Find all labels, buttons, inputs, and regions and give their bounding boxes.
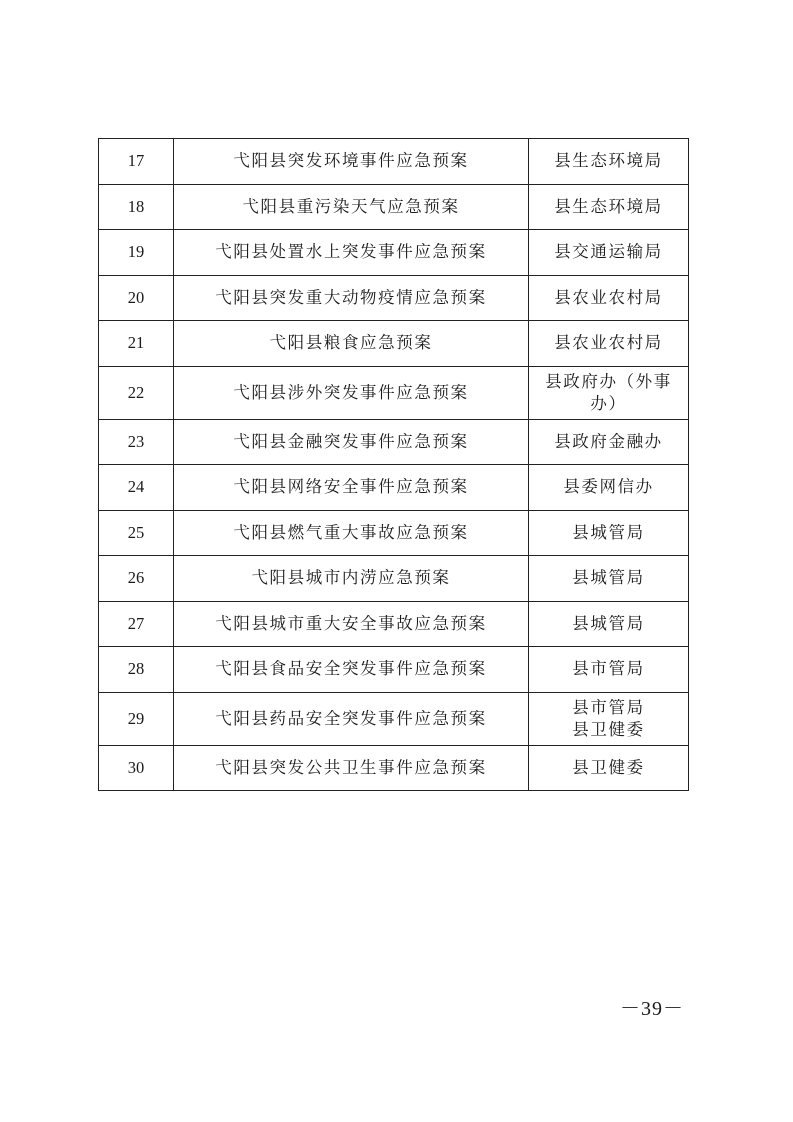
plan-name: 弋阳县食品安全突发事件应急预案 xyxy=(174,647,529,693)
table-row xyxy=(99,275,689,321)
responsible-department xyxy=(529,139,689,185)
plan-name: 弋阳县城市重大安全事故应急预案 xyxy=(174,601,529,647)
department-line: 县城管局 xyxy=(572,613,645,633)
table-row xyxy=(99,139,689,185)
responsible-department xyxy=(529,647,689,693)
responsible-department xyxy=(529,745,689,791)
plan-name: 弋阳县粮食应急预案 xyxy=(174,321,529,367)
table-row xyxy=(99,745,689,791)
plan-name: 弋阳县突发环境事件应急预案 xyxy=(174,139,529,185)
department-line: 县农业农村局 xyxy=(554,287,663,307)
department-line: 县生态环境局 xyxy=(554,196,663,216)
responsible-department xyxy=(529,366,689,419)
table-body xyxy=(99,139,689,791)
responsible-department xyxy=(529,419,689,465)
department-line: 县卫健委 xyxy=(572,757,645,777)
plan-name: 弋阳县处置水上突发事件应急预案 xyxy=(174,230,529,276)
responsible-department xyxy=(529,275,689,321)
row-number: 30 xyxy=(99,745,174,791)
department-line: 县政府办（外事 xyxy=(545,371,672,391)
responsible-department xyxy=(529,465,689,511)
table-row xyxy=(99,321,689,367)
responsible-department xyxy=(529,510,689,556)
table-row xyxy=(99,647,689,693)
table-row xyxy=(99,510,689,556)
row-number: 28 xyxy=(99,647,174,693)
row-number: 25 xyxy=(99,510,174,556)
table-row xyxy=(99,465,689,511)
table-row xyxy=(99,184,689,230)
table-row xyxy=(99,230,689,276)
department-line: 县农业农村局 xyxy=(554,333,663,353)
responsible-department xyxy=(529,184,689,230)
department-line: 县城管局 xyxy=(572,568,645,588)
department-line: 办） xyxy=(590,393,627,413)
responsible-department xyxy=(529,230,689,276)
row-number: 22 xyxy=(99,366,174,419)
table-row xyxy=(99,556,689,602)
plan-name: 弋阳县突发重大动物疫情应急预案 xyxy=(174,275,529,321)
row-number: 29 xyxy=(99,692,174,745)
row-number: 23 xyxy=(99,419,174,465)
row-number: 19 xyxy=(99,230,174,276)
department-line: 县委网信办 xyxy=(563,477,654,497)
plan-name: 弋阳县城市内涝应急预案 xyxy=(174,556,529,602)
department-line: 县市管局 xyxy=(572,659,645,679)
row-number: 20 xyxy=(99,275,174,321)
department-line: 县交通运输局 xyxy=(554,242,663,262)
emergency-plan-table xyxy=(98,138,689,791)
department-line: 县卫健委 xyxy=(572,719,645,739)
plan-name: 弋阳县突发公共卫生事件应急预案 xyxy=(174,745,529,791)
plan-name: 弋阳县金融突发事件应急预案 xyxy=(174,419,529,465)
responsible-department xyxy=(529,601,689,647)
row-number: 18 xyxy=(99,184,174,230)
responsible-department xyxy=(529,321,689,367)
table-row xyxy=(99,692,689,745)
department-line: 县城管局 xyxy=(572,522,645,542)
row-number: 27 xyxy=(99,601,174,647)
department-line: 县政府金融办 xyxy=(554,431,663,451)
plan-name: 弋阳县涉外突发事件应急预案 xyxy=(174,366,529,419)
page-number: －39－ xyxy=(620,998,684,1020)
responsible-department xyxy=(529,692,689,745)
table-row xyxy=(99,419,689,465)
row-number: 24 xyxy=(99,465,174,511)
row-number: 17 xyxy=(99,139,174,185)
department-line: 县生态环境局 xyxy=(554,151,663,171)
department-line: 县市管局 xyxy=(572,697,645,717)
plan-name: 弋阳县药品安全突发事件应急预案 xyxy=(174,692,529,745)
plan-name: 弋阳县重污染天气应急预案 xyxy=(174,184,529,230)
row-number: 26 xyxy=(99,556,174,602)
table-row xyxy=(99,601,689,647)
table-row xyxy=(99,366,689,419)
row-number: 21 xyxy=(99,321,174,367)
plan-name: 弋阳县网络安全事件应急预案 xyxy=(174,465,529,511)
responsible-department xyxy=(529,556,689,602)
plan-name: 弋阳县燃气重大事故应急预案 xyxy=(174,510,529,556)
